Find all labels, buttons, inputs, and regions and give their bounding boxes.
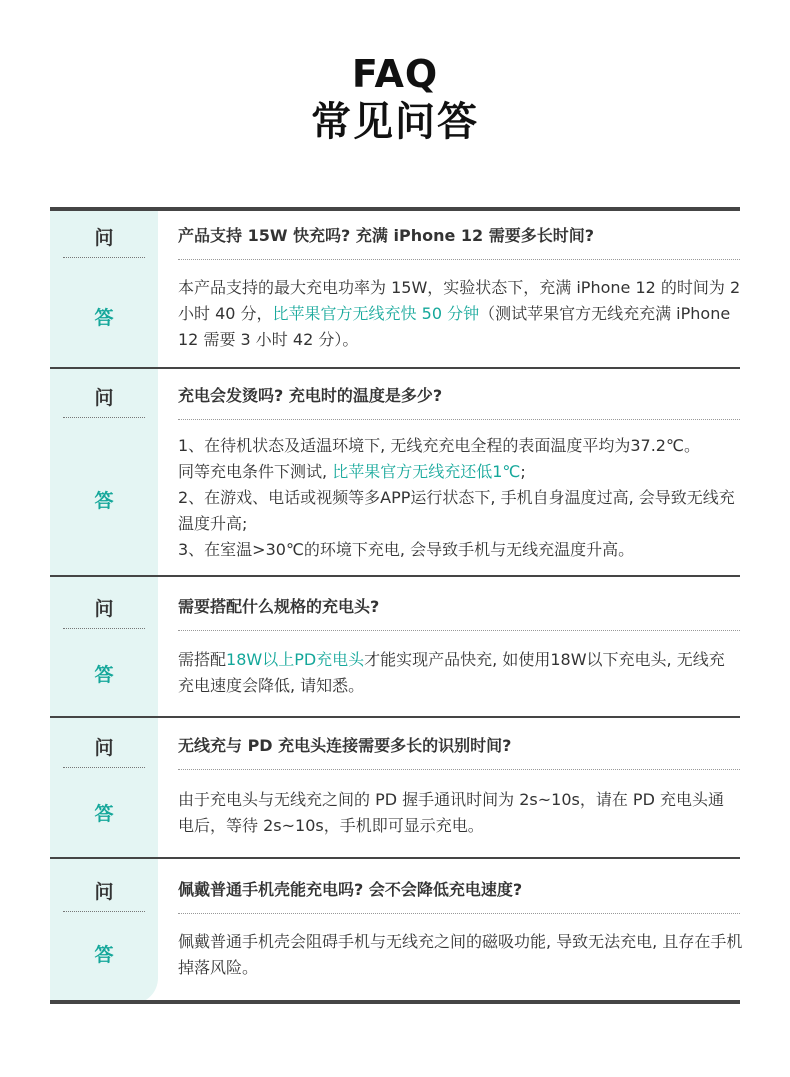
answer-mark: 答 (94, 307, 114, 329)
answer-text: 由于充电头与无线充之间的 PD 握手通讯时间为 2s~10s，请在 PD 充电头通电后，等待 2s~10s，手机即可显示充电。 (178, 790, 724, 835)
answer-mark: 答 (94, 944, 114, 966)
faq-title-zh: 常见问答 (311, 99, 479, 145)
question-mark: 问 (94, 387, 114, 409)
dotted-divider (178, 419, 740, 420)
answer-text: 1、在待机状态及适温环境下, 无线充充电全程的表面温度平均为37.2℃。 同等充电条件下测试, 比苹果官方无线充还低1℃; 2、在游戏、电话或视频等多APP运行状态下, 手机自身温度过高, 会导致无线充温度升高; 3、在室温>30℃的环境下充电, 会导致手机与无线充温度升高。 (178, 436, 735, 559)
question-mark: 问 (94, 598, 114, 620)
section-rule (50, 575, 740, 577)
answer-mark: 答 (94, 490, 114, 512)
question-text: 需要搭配什么规格的充电头? (178, 597, 380, 616)
dotted-divider (63, 257, 145, 258)
question-mark: 问 (94, 881, 114, 903)
faq-list (50, 207, 743, 1004)
answer-text: 需搭配18W以上PD充电头才能实现产品快充, 如使用18W以下充电头, 无线充充电速度会降低, 请知悉。 (178, 650, 725, 695)
question-text: 无线充与 PD 充电头连接需要多长的识别时间? (178, 736, 512, 755)
dotted-divider (178, 769, 740, 770)
dotted-divider (178, 913, 740, 914)
question-mark: 问 (94, 737, 114, 759)
question-text: 产品支持 15W 快充吗? 充满 iPhone 12 需要多长时间? (178, 226, 595, 245)
section-rule (50, 1000, 740, 1004)
answer-highlight: 比苹果官方无线充还低1℃ (332, 462, 521, 481)
answer-mark: 答 (94, 664, 114, 686)
question-text: 充电会发烫吗? 充电时的温度是多少? (178, 386, 443, 405)
dotted-divider (178, 259, 740, 260)
faq-title-en: FAQ (351, 52, 439, 96)
answer-highlight: 比苹果官方无线充快 50 分钟 (272, 304, 480, 323)
section-rule (50, 716, 740, 718)
dotted-divider (63, 911, 145, 912)
answer-text: 佩戴普通手机壳会阻碍手机与无线充之间的磁吸功能, 导致无法充电, 且存在手机掉落风险。 (178, 932, 743, 977)
answer-highlight: 18W以上PD充电头 (226, 650, 365, 669)
dotted-divider (63, 628, 145, 629)
dotted-divider (63, 767, 145, 768)
section-rule (50, 857, 740, 859)
answer-mark: 答 (94, 803, 114, 825)
section-rule (50, 207, 740, 211)
dotted-divider (178, 630, 740, 631)
question-mark: 问 (94, 227, 114, 249)
answer-text: 本产品支持的最大充电功率为 15W，实验状态下，充满 iPhone 12 的时间为 2 小时 40 分，比苹果官方无线充快 50 分钟（测试苹果官方无线充充满 iPhone 12 需要 3 小时 42 分）。 (178, 278, 741, 349)
section-rule (50, 367, 740, 369)
dotted-divider (63, 417, 145, 418)
question-text: 佩戴普通手机壳能充电吗? 会不会降低充电速度? (178, 880, 523, 899)
